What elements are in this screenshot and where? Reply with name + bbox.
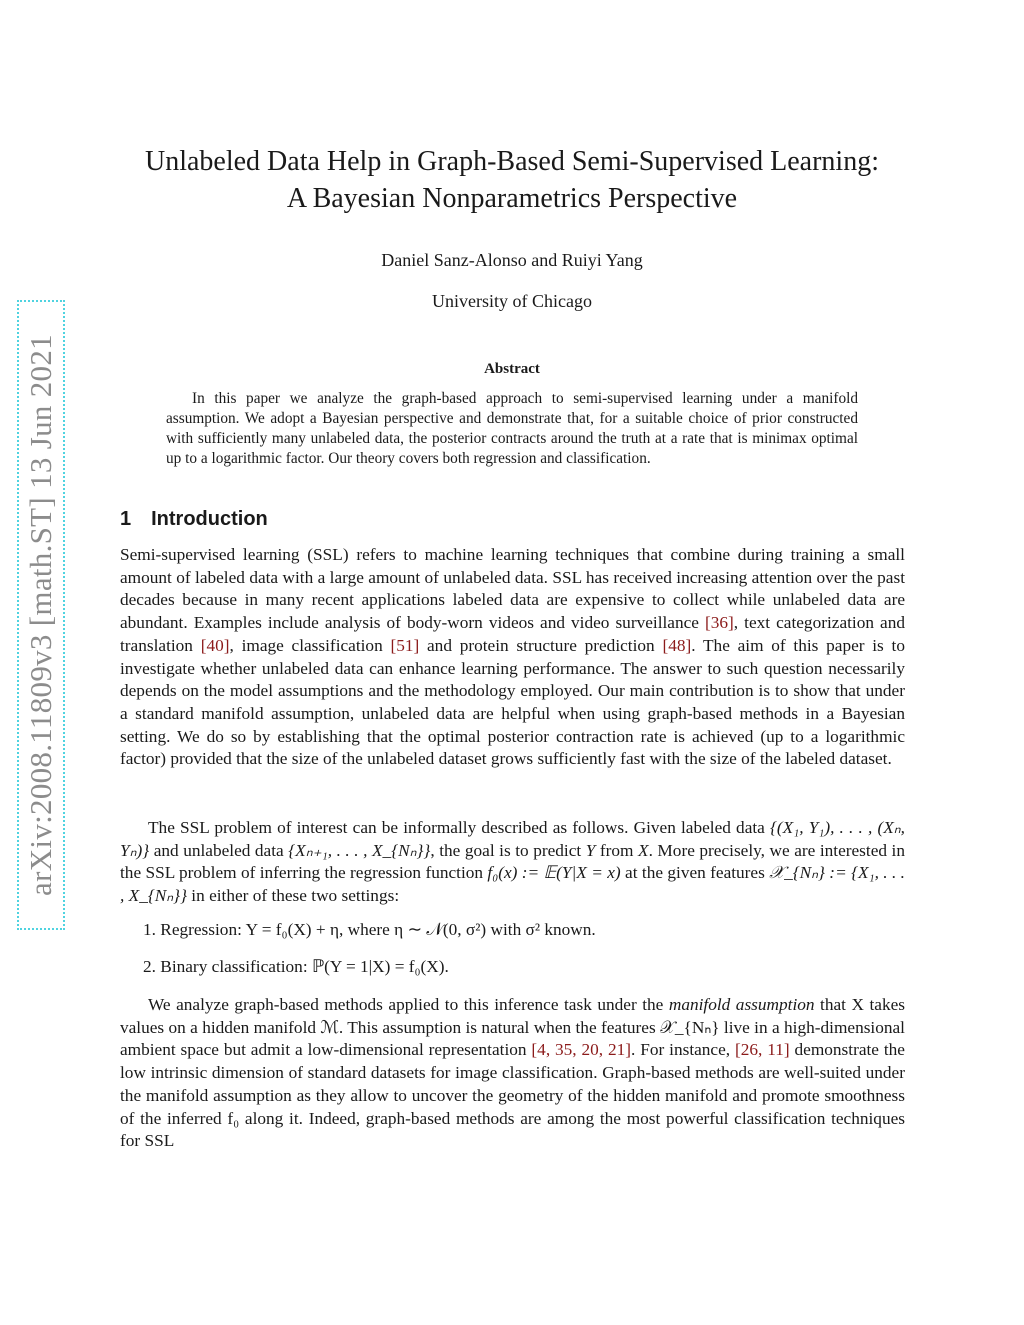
abstract-text: In this paper we analyze the graph-based approach to semi-supervised learning under a manifold assumption. We adopt a Bayesian perspective and demonstrate that, for a suitable choice of prior constructed with sufficiently many unlabeled data, the posterior contracts around the truth at a rate that is minimax optimal up to a logarithmic factor. Our theory covers both regression and classification. (166, 390, 858, 467)
intro-paragraph-2: The SSL problem of interest can be informally described as follows. Given labeled data {(X₁, Y₁), . . . , (Xₙ, Yₙ)} and unlabeled data {Xₙ₊₁, . . . , X_{Nₙ}}, the goal is to predict Y from X. More precisely, we are interested in the SSL problem of inferring the regression function f₀(x) := 𝔼(Y|X = x) at the given features 𝒳_{Nₙ} := {X₁, . . . , X_{Nₙ}} in either of these two settings: (120, 818, 905, 906)
list-text: Regression: Y = f₀(X) + η, where η ∼ 𝒩(0, σ²) with σ² known. (160, 920, 596, 939)
list-item (143, 957, 449, 977)
section-heading (120, 508, 268, 531)
section-title: Introduction (151, 508, 268, 530)
citation-link[interactable]: [48] (662, 635, 692, 655)
math-inline: 𝒳_{Nₙ} := {X₁, . . . , X_{Nₙ}} (120, 863, 905, 906)
citation-link[interactable]: [26, 11] (734, 1040, 790, 1060)
arxiv-id: arXiv:2008.11809v3 [math.ST] 13 Jun 2021 (23, 334, 58, 896)
citation-link[interactable]: [40] (200, 635, 230, 655)
affiliation: University of Chicago (432, 291, 592, 311)
intro-paragraph-1: Semi-supervised learning (SSL) refers to machine learning techniques that combine during training a small amount of labeled data with a large amount of unlabeled data. SSL has received increasing attention over the past decades because in many recent applications labeled data are expensive to collect while unlabeled data are abundant. Examples include analysis of body-worn videos and video surveillance [36], text categorization and translation [40], image classification [51] and protein structure prediction [48]. The aim of this paper is to investigate whether unlabeled data can enhance learning performance. The answer to such question necessarily depends on the model assumptions and the methodology employed. Our main contribution is to show that under a standard manifold assumption, unlabeled data are helpful when using graph-based methods in a Bayesian setting. We do so by establishing that the optimal posterior contraction rate is achieved (up to a logarithmic factor) provided that the size of the unlabeled dataset grows sufficiently fast with the size of the labeled dataset. (120, 545, 905, 769)
math-inline: f₀(x) := 𝔼(Y|X = x) (487, 863, 621, 883)
math-inline: {Xₙ₊₁, . . . , X_{Nₙ}} (288, 840, 431, 860)
math-inline: Y (585, 840, 596, 860)
title-line-1: Unlabeled Data Help in Graph-Based Semi-Supervised Learning: (144, 146, 879, 177)
abstract-heading: Abstract (484, 361, 540, 377)
math-inline: {(X₁, Y₁), . . . , (Xₙ, Yₙ)} (120, 818, 905, 860)
arxiv-stamp (17, 300, 65, 930)
emphasis: manifold assumption (668, 995, 815, 1014)
intro-paragraph-3: We analyze graph-based methods applied to this inference task under the manifold assumption that X takes values on a hidden manifold ℳ. This assumption is natural when the features 𝒳_{Nₙ} live in a high-dimensional ambient space but admit a low-dimensional representation [4, 35, 20, 21]. For instance, [26, 11] demonstrate the low intrinsic dimension of standard datasets for image classification. Graph-based methods are well-suited under the manifold assumption as they allow to uncover the geometry of the hidden manifold and promote smoothness of the inferred f₀ along it. Indeed, graph-based methods are among the most powerful classification techniques for SSL (120, 995, 905, 1151)
citation-link[interactable]: [36] (705, 613, 734, 633)
title-line-2: A Bayesian Nonparametrics Perspective (286, 183, 738, 214)
math-inline: X (638, 840, 649, 860)
list-number: 2. (143, 957, 156, 976)
citation-link[interactable]: [4, 35, 20, 21] (531, 1040, 632, 1060)
section-number: 1 (120, 508, 132, 530)
authors: Daniel Sanz-Alonso and Ruiyi Yang (381, 250, 643, 270)
list-text: Binary classification: ℙ(Y = 1|X) = f₀(X). (160, 957, 449, 976)
paper-title (0, 143, 1024, 217)
citation-link[interactable]: [51] (390, 635, 420, 655)
list-item (143, 920, 596, 940)
list-number: 1. (143, 920, 156, 939)
